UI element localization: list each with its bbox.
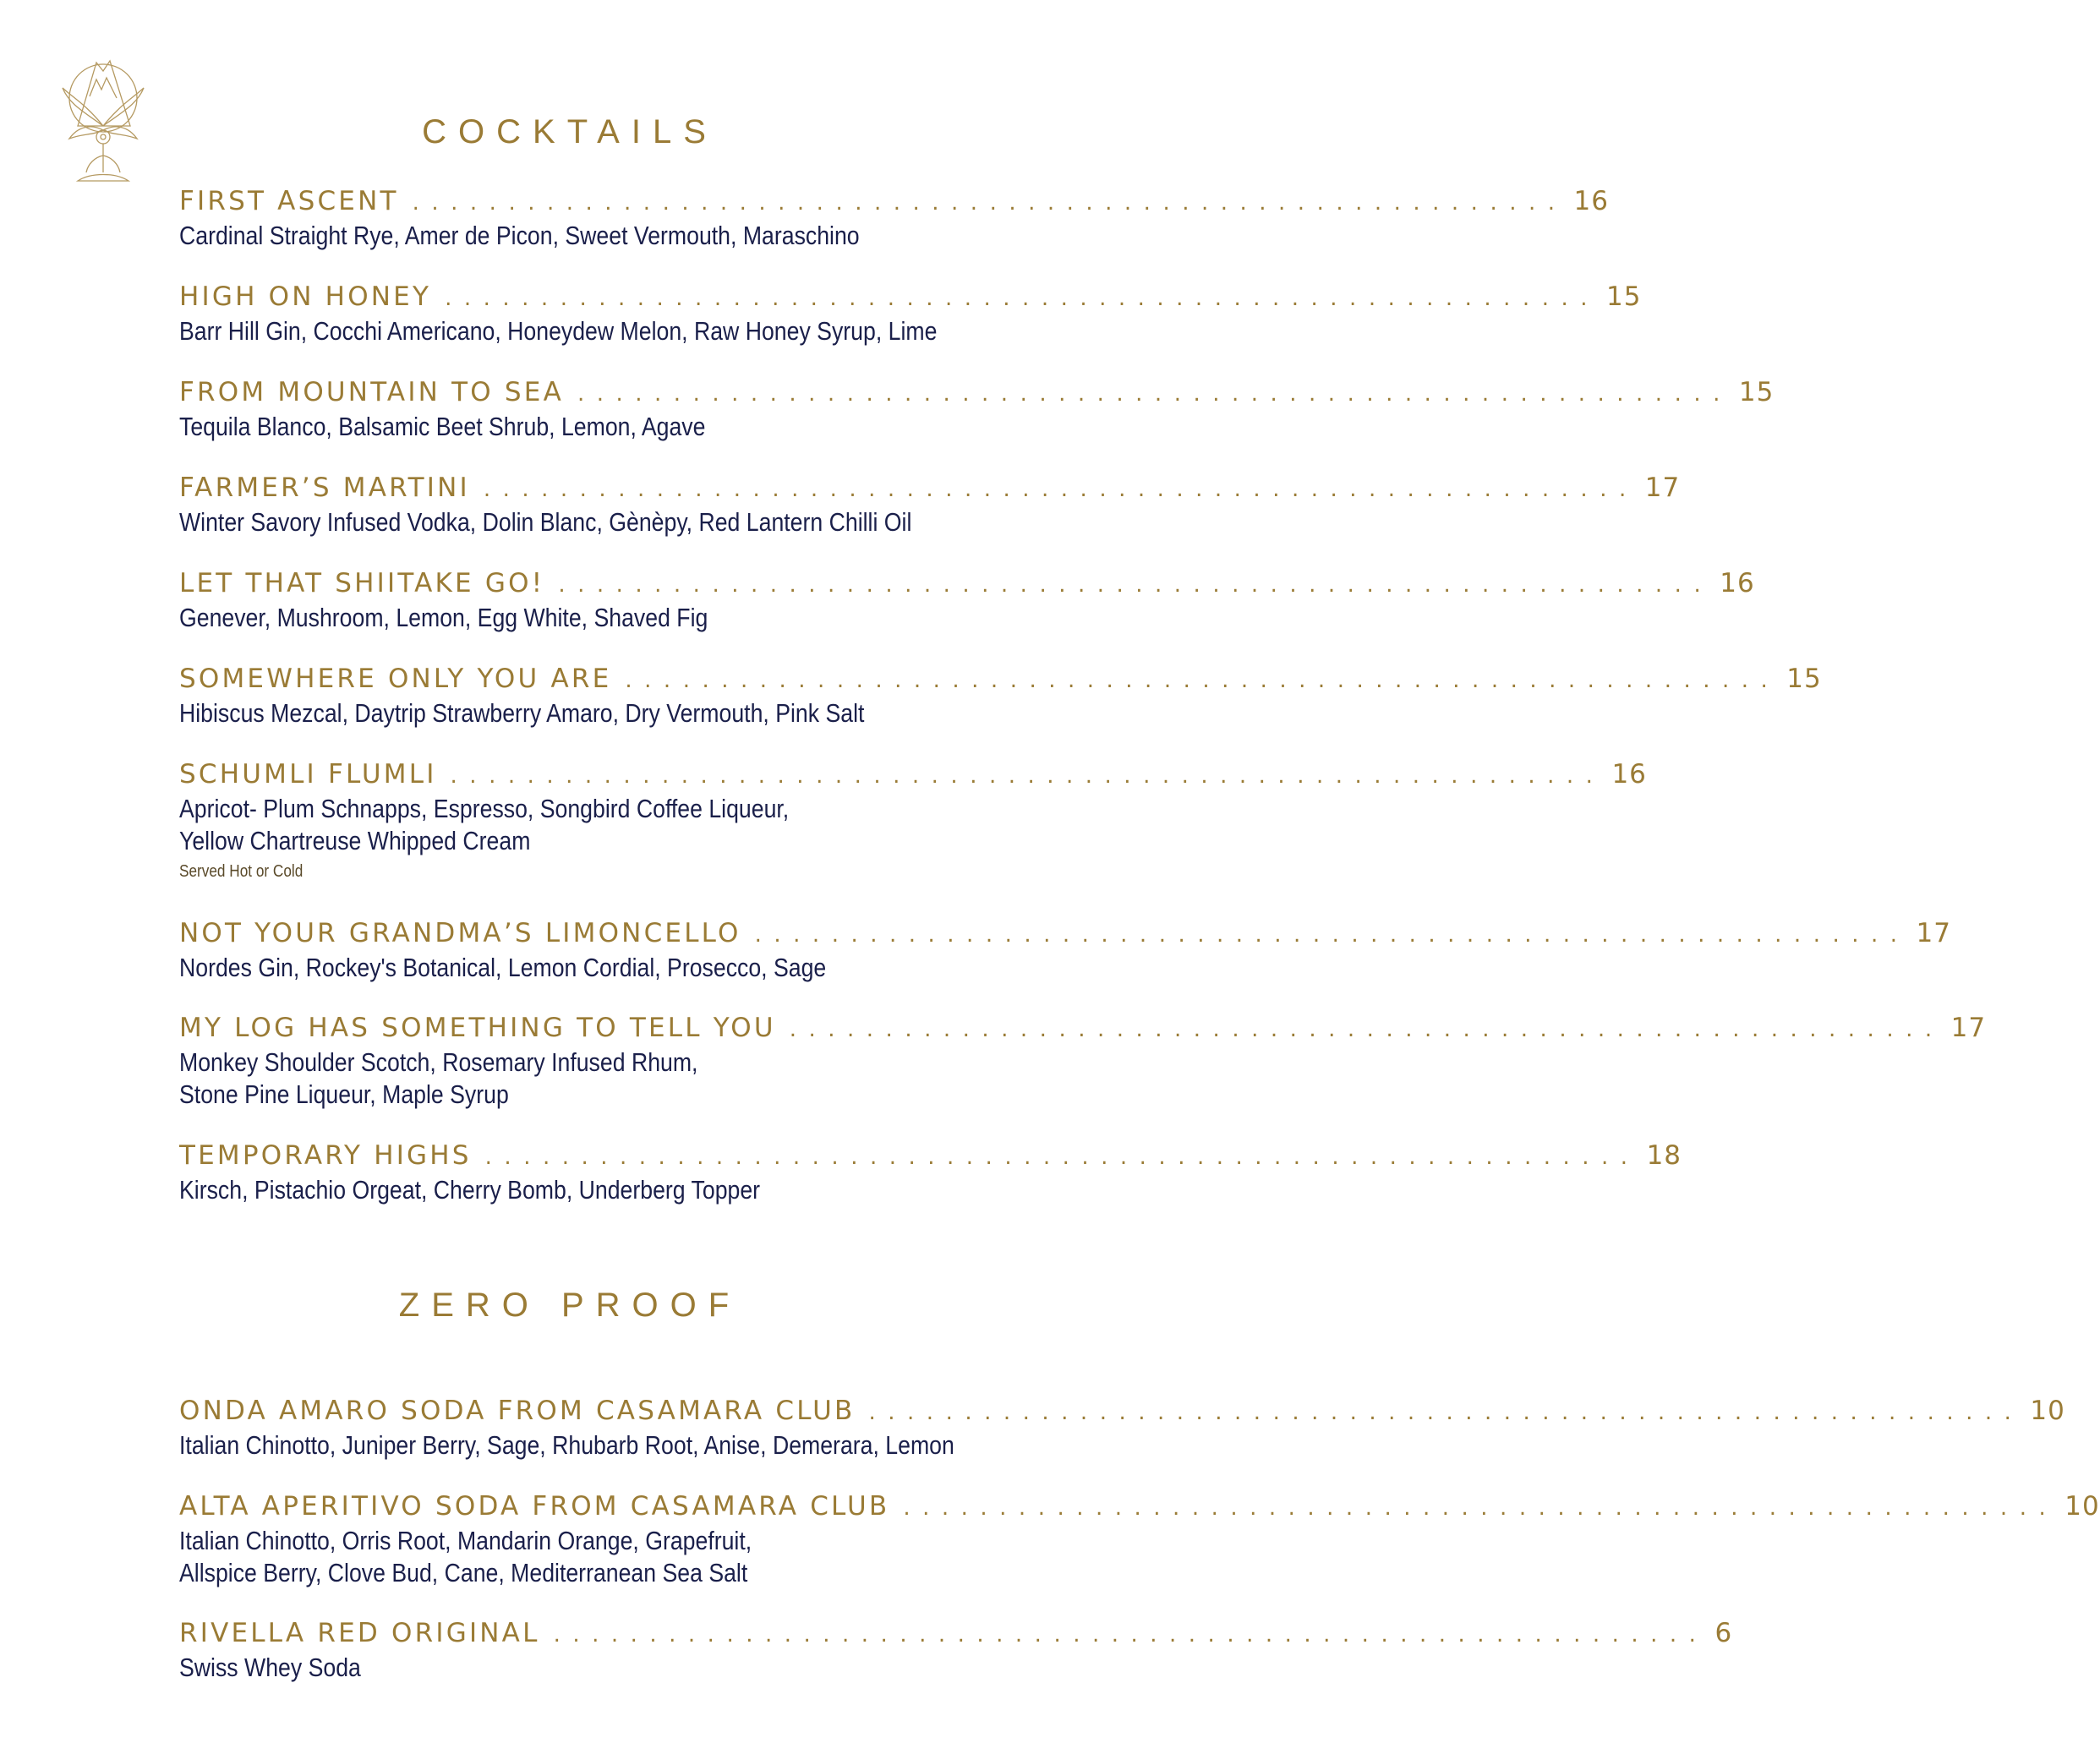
menu-item-heading [179, 1140, 1682, 1174]
menu-item [179, 1618, 1733, 1684]
menu-item [179, 473, 1681, 538]
menu-item-price: 15 [1738, 377, 1775, 407]
menu-item-heading [179, 377, 1775, 411]
menu-item [179, 186, 1609, 252]
menu-item [179, 1396, 2065, 1462]
menu-item-name: TEMPORARY HIGHS [179, 1140, 472, 1171]
menu-item-heading [179, 186, 1609, 220]
menu-item-description: Yellow Chartreuse Whipped Cream [179, 826, 531, 855]
menu-item [179, 759, 1647, 882]
dot-leader: ............................................................ [483, 477, 1638, 502]
menu-item-heading [179, 664, 1822, 697]
menu-item-description: Monkey Shoulder Scotch, Rosemary Infused Rhum, [179, 1047, 698, 1077]
menu-item-heading [179, 1491, 2100, 1525]
menu-item-name: SCHUMLI FLUMLI [179, 759, 437, 790]
dot-leader: ............................................................ [868, 1400, 2024, 1425]
menu-item-price: 18 [1646, 1140, 1682, 1171]
dot-leader: ............................................................ [445, 286, 1600, 311]
menu-item-price: 16 [1611, 759, 1647, 790]
menu-item-description: Swiss Whey Soda [179, 1653, 361, 1682]
menu-item-name: LET THAT SHIITAKE GO! [179, 568, 545, 598]
menu-item-description: Italian Chinotto, Juniper Berry, Sage, Rhubarb Root, Anise, Demerara, Lemon [179, 1430, 954, 1460]
dot-leader: ............................................................ [577, 381, 1732, 407]
menu-item-name: MY LOG HAS SOMETHING TO TELL YOU [179, 1013, 776, 1043]
menu-item-description: Stone Pine Liqueur, Maple Syrup [179, 1079, 509, 1109]
menu-item [179, 664, 1822, 729]
menu-item-price: 15 [1606, 281, 1642, 312]
menu-item-name: HIGH ON HONEY [179, 281, 432, 312]
dot-leader: ............................................................ [903, 1495, 2059, 1521]
menu-item-name: ONDA AMARO SODA FROM CASAMARA CLUB [179, 1396, 856, 1426]
menu-item-price: 17 [1644, 473, 1681, 503]
menu-item-price: 10 [2064, 1491, 2100, 1522]
menu-item-heading [179, 568, 1755, 602]
dot-leader: ............................................................ [412, 190, 1567, 216]
menu-item [179, 281, 1642, 347]
dot-leader: ............................................................ [754, 922, 1910, 948]
menu-item [179, 918, 1951, 984]
menu-item-description: Nordes Gin, Rockey's Botanical, Lemon Cordial, Prosecco, Sage [179, 953, 827, 982]
menu-item-description: Winter Savory Infused Vodka, Dolin Blanc, Gènèpy, Red Lantern Chilli Oil [179, 507, 912, 537]
menu-item-name: RIVELLA RED ORIGINAL [179, 1618, 540, 1648]
dot-leader: ............................................................ [625, 668, 1780, 693]
menu-item-description: Hibiscus Mezcal, Daytrip Strawberry Amaro, Dry Vermouth, Pink Salt [179, 698, 865, 728]
menu-item-name: NOT YOUR GRANDMA’S LIMONCELLO [179, 918, 741, 948]
menu-item-heading [179, 918, 1951, 952]
menu-item [179, 568, 1755, 634]
menu-item-description: Genever, Mushroom, Lemon, Egg White, Shaved Fig [179, 603, 708, 632]
menu-item-heading [179, 281, 1642, 315]
menu-item-heading [179, 1396, 2065, 1429]
menu-item-heading [179, 1013, 1987, 1046]
dot-leader: ............................................................ [558, 572, 1714, 598]
menu-item-price: 15 [1786, 664, 1822, 694]
menu-item-description: Italian Chinotto, Orris Root, Mandarin Orange, Grapefruit, [179, 1526, 752, 1555]
menu-item [179, 377, 1775, 443]
menu-item-heading [179, 473, 1681, 506]
zero-proof-heading: ZERO PROOF [398, 1287, 741, 1324]
menu-item-description: Tequila Blanco, Balsamic Beet Shrub, Lemon, Agave [179, 412, 706, 441]
menu-item-price: 17 [1916, 918, 1951, 948]
dot-leader: ............................................................ [484, 1145, 1640, 1170]
cocktails-heading: COCKTAILS [422, 113, 718, 150]
menu-item-note: Served Hot or Cold [179, 862, 304, 881]
menu-item-description: Allspice Berry, Clove Bud, Cane, Mediterranean Sea Salt [179, 1558, 748, 1587]
menu-item-price: 6 [1714, 1618, 1733, 1648]
menu-item-name: FROM MOUNTAIN TO SEA [179, 377, 564, 407]
menu-item-name: ALTA APERITIVO SODA FROM CASAMARA CLUB [179, 1491, 890, 1522]
menu-item-name: FIRST ASCENT [179, 186, 399, 216]
dot-leader: ............................................................ [553, 1622, 1709, 1647]
dot-leader: ............................................................ [789, 1017, 1944, 1042]
menu-item [179, 1140, 1682, 1206]
menu-item-description: Barr Hill Gin, Cocchi Americano, Honeydew Melon, Raw Honey Syrup, Lime [179, 316, 938, 346]
menu-item-name: SOMEWHERE ONLY YOU ARE [179, 664, 612, 694]
menu-item-description: Apricot- Plum Schnapps, Espresso, Songbird Coffee Liqueur, [179, 794, 790, 823]
menu-item-name: FARMER’S MARTINI [179, 473, 470, 503]
menu-item-heading [179, 1618, 1733, 1652]
menu-item-description: Cardinal Straight Rye, Amer de Picon, Sweet Vermouth, Maraschino [179, 221, 860, 250]
dot-leader: ............................................................ [450, 763, 1605, 789]
menu-item-price: 16 [1573, 186, 1609, 216]
menu-item [179, 1013, 1987, 1111]
menu-item-heading [179, 759, 1647, 793]
menu-item-description: Kirsch, Pistachio Orgeat, Cherry Bomb, Underberg Topper [179, 1175, 761, 1205]
menu-item-price: 10 [2030, 1396, 2065, 1426]
menu-item-price: 17 [1950, 1013, 1987, 1043]
menu-item [179, 1491, 2100, 1589]
menu-item-price: 16 [1720, 568, 1755, 598]
